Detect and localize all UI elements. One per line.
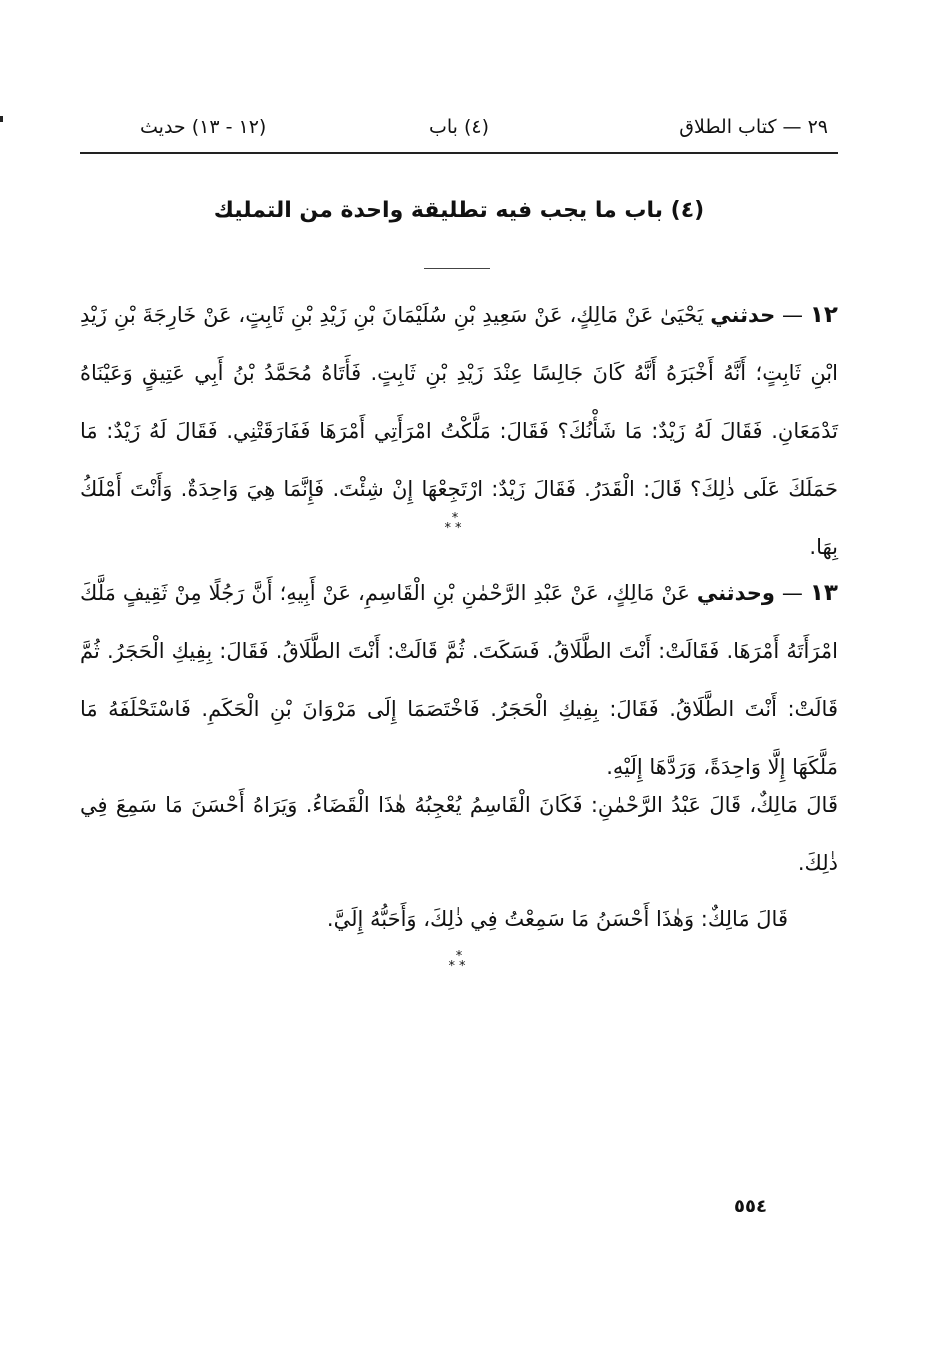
separator-stars-end <box>444 949 474 978</box>
hadith-13-keyword: وحدثني <box>696 581 775 605</box>
separator-star-left: * <box>448 959 459 974</box>
hadith-12-keyword: حدثني <box>710 303 776 327</box>
hadith-13-text: عَنْ مَالِكٍ، عَنْ عَبْدِ الرَّحْمٰنِ بْنِ الْقَاسِمِ، عَنْ أَبِيهِ؛ أَنَّ رَجُلًا مِنْ ثَقِيفٍ مَلَّكَ امْرَأَتَهُ أَمْرَهَا. فَقَالَتْ: أَنْتَ الطَّلَاقُ. فَسَكَتَ. ثُمَّ قَالَتْ: أَنْتَ الطَّلَاقُ. فَقَالَ: بِفِيكِ الْحَجَرُ. ثُمَّ قَالَتْ: أَنْتَ الطَّلَاقُ. فَقَالَ: بِفِيكِ الْحَجَرُ. فَاخْتَصَمَا إِلَى مَرْوَانَ بْنِ الْحَكَمِ. فَاسْتَحْلَفَهُ مَا مَلَّكَهَا إِلَّا وَاحِدَةً، وَرَدَّهَا إِلَيْهِ. <box>80 581 838 779</box>
separator-stars <box>440 511 470 540</box>
header-hadith-range: (١٢ - ١٣) حديث <box>140 116 267 138</box>
hadith-12-number: ١٢ <box>809 302 838 328</box>
hadith-12-text: يَحْيَىٰ عَنْ مَالِكٍ، عَنْ سَعِيدِ بْنِ سُلَيْمَانَ بْنِ زَيْدِ بْنِ ثَابِتٍ، عَنْ خَارِجَةَ بْنِ زَيْدِ ابْنِ ثَابِتٍ؛ أَنَّهُ أَخْبَرَهُ أَنَّهُ كَانَ جَالِسًا عِنْدَ زَيْدِ بْنِ ثَابِتٍ. فَأَتَاهُ مُحَمَّدُ بْنُ أَبِي عَتِيقٍ وَعَيْنَاهُ تَدْمَعَانِ. فَقَالَ لَهُ زَيْدٌ: مَا شَأْنُكَ؟ فَقَالَ: مَلَّكْتُ امْرَأَتِي أَمْرَهَا فَفَارَقَتْنِي. فَقَالَ لَهُ زَيْدٌ: مَا حَمَلَكَ عَلَى ذٰلِكَ؟ قَالَ: الْقَدَرُ. فَقَالَ زَيْدٌ: ارْتَجِعْهَا إِنْ شِئْتَ. فَإِنَّمَا هِيَ وَاحِدَةٌ. وَأَنْتَ أَمْلَكُ بِهَا. <box>80 303 838 559</box>
hadith-13 <box>80 564 838 796</box>
separator-star-top: * <box>451 511 459 526</box>
separator-star-bottom <box>444 959 474 974</box>
dash: — <box>774 581 803 605</box>
separator-star-left: * <box>444 521 455 536</box>
margin-mark <box>0 116 3 122</box>
separator-star-top: * <box>455 949 463 964</box>
separator-star-right: * <box>455 521 466 536</box>
separator-star-bottom <box>440 521 470 536</box>
malik-note <box>80 776 838 892</box>
header-section: (٤) باب <box>428 116 490 138</box>
separator-star-right: * <box>459 959 470 974</box>
chapter-title: (٤) باب ما يجب فيه تطليقة واحدة من التمليك <box>213 198 705 223</box>
malik-note-text: قَالَ مَالِكٌ، قَالَ عَبْدُ الرَّحْمٰنِ: فَكَانَ الْقَاسِمُ يُعْجِبُهُ هٰذَا الْقَضَاءُ. وَيَرَاهُ أَحْسَنَ مَا سَمِعَ فِي ذٰلِكَ. <box>80 793 838 875</box>
title-divider <box>424 268 490 269</box>
header-chapter: ٢٩ — كتاب الطلاق <box>679 116 828 138</box>
hadith-13-number: ١٣ <box>809 580 838 606</box>
page-number: ٥٥٤ <box>734 1196 767 1217</box>
running-header <box>80 112 838 154</box>
malik-closing-text: قَالَ مَالِكٌ: وَهٰذَا أَحْسَنُ مَا سَمِعْتُ فِي ذٰلِكَ، وَأَحَبُّهُ إِلَيَّ. <box>326 907 788 931</box>
dash: — <box>775 303 804 327</box>
malik-closing <box>80 890 838 948</box>
